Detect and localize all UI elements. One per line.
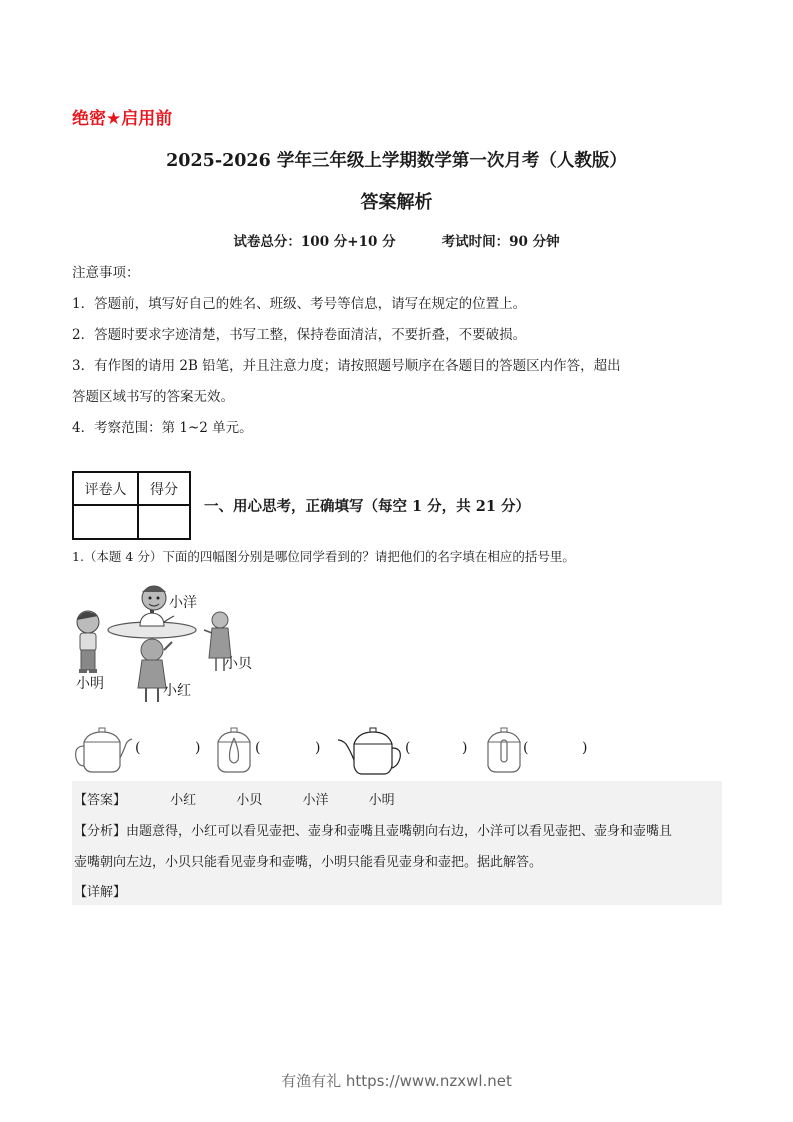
teapot-view-1 (72, 722, 134, 778)
confidential-mark: 绝密★启用前 (72, 109, 173, 129)
teapot-view-2 (212, 722, 256, 778)
document-subtitle: 答案解析 (360, 192, 433, 213)
answer-label: 【答案】 (74, 793, 127, 808)
teapot-spout-left-icon (336, 722, 404, 778)
answer-blank-3-close: ) (462, 740, 468, 756)
teapot-spout-right-icon (72, 722, 134, 778)
total-score: 试卷总分：100 分+10 分 (233, 234, 396, 250)
answer-value: 小红 (170, 793, 197, 808)
answer-blank-2-open: ( (255, 740, 261, 756)
note-item: 3．有作图的请用 2B 铅笔，并且注意力度；请按照题号顺序在各题目的答题区内作答，超出 (72, 358, 621, 374)
answer-analysis-box (72, 781, 722, 905)
scene-label-xiaohong: 小红 (163, 683, 191, 699)
question-1-prompt: 1.（本题 4 分）下面的四幅图分别是哪位同学看到的？请把他们的名字填在相应的括号里。 (72, 549, 575, 564)
note-item: 4．考察范围：第 1~2 单元。 (72, 420, 253, 436)
answer-blank-4-close: ) (582, 740, 588, 756)
answer-value: 小贝 (236, 793, 263, 808)
answer-blank-2-close: ) (315, 740, 321, 756)
score-cell (138, 505, 190, 539)
grader-cell (73, 505, 138, 539)
grader-table (72, 471, 191, 540)
teapot-view-4 (482, 722, 529, 778)
analysis-line-2: 壶嘴朝向左边，小贝只能看见壶身和壶嘴，小明只能看见壶身和壶把。据此解答。 (74, 855, 543, 870)
scene-label-xiaobei: 小贝 (224, 656, 252, 672)
detail-label: 【详解】 (74, 885, 127, 900)
score-header: 得分 (138, 472, 190, 505)
note-item: 答题区域书写的答案无效。 (72, 389, 234, 405)
answer-blank-4-open: ( (523, 740, 529, 756)
teapot-view-3 (336, 722, 404, 778)
analysis-line-1 (74, 820, 672, 839)
document-title: 2025-2026 学年三年级上学期数学第一次月考（人教版） (166, 151, 627, 171)
answer-blank-1-open: ( (135, 740, 141, 756)
answer-blank-3-open: ( (405, 740, 411, 756)
answer-blank-1-close: ) (195, 740, 201, 756)
notes-heading: 注意事项： (72, 265, 140, 281)
answer-row (74, 789, 403, 808)
teapot-front-handle-icon (212, 722, 256, 778)
note-item: 2．答题时要求字迹清楚，书写工整，保持卷面清洁，不要折叠，不要破损。 (72, 327, 527, 343)
exam-meta (0, 230, 793, 250)
teapot-front-narrow-handle-icon (482, 722, 529, 778)
exam-time: 考试时间：90 分钟 (441, 234, 560, 250)
answer-value: 小洋 (302, 793, 329, 808)
grader-header: 评卷人 (73, 472, 138, 505)
analysis-label: 【分析】 (74, 824, 127, 839)
section-title: 一、用心思考，正确填写（每空 1 分，共 21 分） (204, 498, 530, 515)
footer-watermark: 有渔有礼 https://www.nzxwl.net (281, 1072, 512, 1090)
answer-value: 小明 (368, 793, 395, 808)
analysis-text: 由题意得，小红可以看见壶把、壶身和壶嘴且壶嘴朝向右边，小洋可以看见壶把、壶身和壶嘴且 (126, 824, 673, 839)
notes-section (72, 258, 722, 444)
teapot-views-row (72, 722, 732, 778)
scene-label-xiaoyang: 小洋 (169, 595, 197, 611)
scene-label-xiaoming: 小明 (76, 676, 104, 692)
scene-illustration (70, 578, 280, 706)
note-item: 1．答题前，填写好自己的姓名、班级、考号等信息，请写在规定的位置上。 (72, 296, 527, 312)
